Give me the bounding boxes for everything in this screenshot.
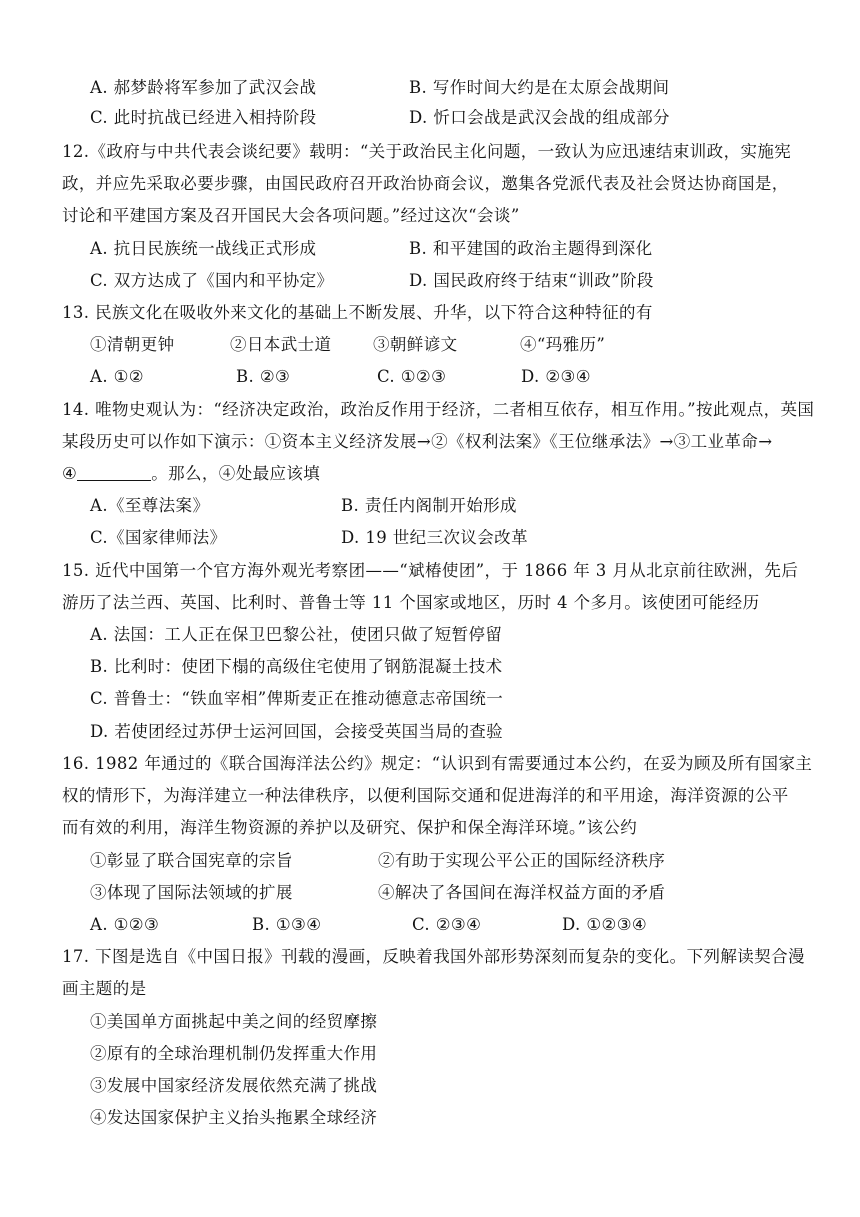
q14-options-row-1 (90, 495, 790, 517)
q16-item-3: ③体现了国际法领域的扩展 (90, 883, 293, 902)
q13-options-row (90, 366, 790, 388)
q16-stem-line-1: 16. 1982 年通过的《联合国海洋法公约》规定：“认识到有需要通过本公约，在妥为顾及所有国家主 (62, 754, 813, 773)
q16-option-c: C. ②③④ (412, 915, 482, 934)
q17-item-2: ②原有的全球治理机制仍发挥重大作用 (90, 1044, 378, 1063)
q17-stem-line-1: 17. 下图是选自《中国日报》刊载的漫画，反映着我国外部形势深刻而复杂的变化。下列解读契合漫 (62, 947, 805, 966)
q14-option-c: C.《国家律师法》 (90, 528, 227, 547)
q14-stem-line-3 (62, 463, 320, 485)
q14-option-d: D. 19 世纪三次议会改革 (341, 528, 528, 547)
q13-item-3: ③朝鲜谚文 (373, 335, 458, 354)
q13-option-b: B. ②③ (236, 367, 291, 386)
q12-option-c: C. 双方达成了《国内和平协定》 (90, 271, 334, 290)
q16-option-a: A. ①②③ (90, 915, 160, 934)
q12-stem-line-1: 12.《政府与中共代表会谈纪要》载明：“关于政治民主化问题，一致认为应迅速结束训政，实施宪 (62, 142, 792, 161)
q16-item-2: ②有助于实现公平公正的国际经济秩序 (378, 851, 666, 870)
q14-stem-prefix: ④ (62, 464, 78, 483)
q15-stem-line-1: 15. 近代中国第一个官方海外观光考察团——“斌椿使团”，于 1866 年 3 月从北京前往欧洲，先后 (62, 561, 799, 580)
q15-stem-line-2: 游历了法兰西、英国、比利时、普鲁士等 11 个国家或地区，历时 4 个多月。该使团可能经历 (62, 593, 760, 612)
q11-option-b: B. 写作时间大约是在太原会战期间 (409, 78, 670, 97)
q13-stem: 13. 民族文化在吸收外来文化的基础上不断发展、升华，以下符合这种特征的有 (62, 303, 653, 322)
q15-option-c: C. 普鲁士：“铁血宰相”俾斯麦正在推动德意志帝国统一 (90, 689, 504, 708)
q17-stem-line-2: 画主题的是 (62, 979, 147, 998)
q16-stem-line-2: 权的情形下，为海洋建立一种法律秩序，以便利国际交通和促进海洋的和平用途，海洋资源的公平 (62, 786, 789, 805)
q17-item-3: ③发展中国家经济发展依然充满了挑战 (90, 1076, 378, 1095)
q14-option-a: A.《至尊法案》 (90, 496, 210, 515)
q15-option-a: A. 法国：工人正在保卫巴黎公社，使团只做了短暂停留 (90, 625, 503, 644)
q13-option-c: C. ①②③ (377, 367, 447, 386)
q16-option-b: B. ①③④ (252, 915, 322, 934)
q17-item-4: ④发达国家保护主义抬头拖累全球经济 (90, 1108, 378, 1127)
q13-option-d: D. ②③④ (521, 367, 591, 386)
q12-option-d: D. 国民政府终于结束“训政”阶段 (409, 271, 654, 290)
q16-option-d: D. ①②③④ (562, 915, 648, 934)
q13-items-row (90, 334, 790, 356)
q16-items-row-1 (90, 850, 790, 872)
q14-stem-line-2: 某段历史可以作如下演示：①资本主义经济发展→②《权利法案》《王位继承法》→③工业革命→ (62, 432, 773, 451)
q14-answer-blank (77, 464, 151, 481)
q12-stem-line-2: 政，并应先采取必要步骤，由国民政府召开政治协商会议，邀集各党派代表及社会贤达协商国是， (62, 174, 789, 193)
q11-options-row-2 (90, 107, 790, 129)
q11-options-row-1 (90, 77, 790, 99)
q13-item-4: ④“玛雅历” (520, 335, 606, 354)
q14-stem-line-1: 14. 唯物史观认为：“经济决定政治，政治反作用于经济，二者相互依存，相互作用。”按此观点，英国 (62, 400, 815, 419)
q13-item-2: ②日本武士道 (230, 335, 332, 354)
q12-stem-line-3: 讨论和平建国方案及召开国民大会各项问题。”经过这次“会谈” (62, 206, 520, 225)
q16-stem-line-3: 而有效的利用，海洋生物资源的养护以及研究、保护和保全海洋环境。”该公约 (62, 818, 638, 837)
q13-option-a: A. ①② (90, 367, 144, 386)
q16-item-4: ④解决了各国间在海洋权益方面的矛盾 (378, 883, 666, 902)
q12-option-a: A. 抗日民族统一战线正式形成 (90, 239, 317, 258)
q11-option-c: C. 此时抗战已经进入相持阶段 (90, 108, 317, 127)
q13-item-1: ①清朝更钟 (90, 335, 175, 354)
q11-option-d: D. 忻口会战是武汉会战的组成部分 (409, 108, 670, 127)
q12-options-row-1 (90, 238, 790, 260)
q15-option-b: B. 比利时：使团下榻的高级住宅使用了钢筋混凝土技术 (90, 657, 503, 676)
q12-options-row-2 (90, 270, 790, 292)
q16-items-row-2 (90, 882, 790, 904)
q14-option-b: B. 责任内阁制开始形成 (341, 496, 517, 515)
q17-item-1: ①美国单方面挑起中美之间的经贸摩擦 (90, 1012, 378, 1031)
q15-option-d: D. 若使团经过苏伊士运河回国，会接受英国当局的查验 (90, 722, 504, 741)
q16-options-row (90, 914, 790, 936)
q14-options-row-2 (90, 527, 790, 549)
q14-stem-suffix: 。那么，④处最应该填 (151, 464, 321, 483)
q11-option-a: A. 郝梦龄将军参加了武汉会战 (90, 78, 317, 97)
q16-item-1: ①彰显了联合国宪章的宗旨 (90, 851, 293, 870)
q12-option-b: B. 和平建国的政治主题得到深化 (409, 239, 653, 258)
